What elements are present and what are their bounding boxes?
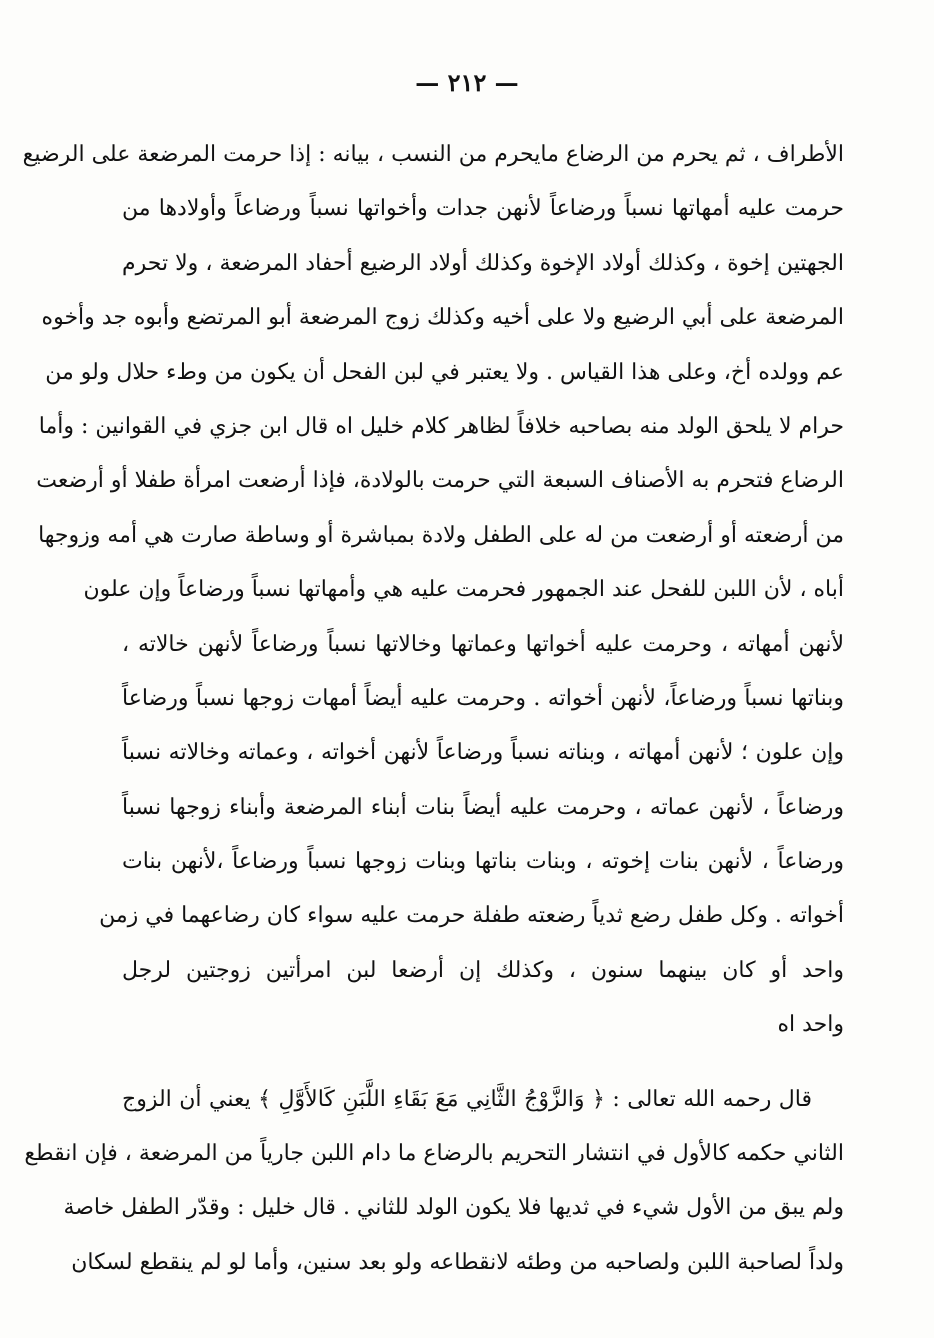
text-line: حرام لا يلحق الولد منه بصاحبه خلافاً لظاهر كلام خليل اه قال ابن جزي في القوانين : وأما	[38, 413, 844, 439]
text-line: عم وولده أخ، وعلى هذا القياس . ولا يعتبر في لبن الفحل أن يكون من وطء حلال ولو من	[45, 359, 844, 385]
text-line: واحد أو كان بينهما سنون ، وكذلك إن أرضعا لبن امرأتين زوجتين لرجل	[122, 957, 844, 983]
paragraph-gap	[122, 1053, 844, 1073]
page-number: — ٢١٢ —	[415, 68, 519, 97]
text-line: ورضاعاً ، لأنهن بنات إخوته ، وبنات بناتها وبنات زوجها نسباً ورضاعاً ،لأنهن بنات	[122, 849, 844, 875]
text-line: الجهتين إخوة ، وكذلك أولاد الإخوة وكذلك أولاد الرضيع أحفاد المرضعة ، ولا تحرم	[122, 250, 844, 276]
text-line: وإن علون ؛ لأنهن أمهاته ، وبناته نسباً ورضاعاً لأنهن أخواته ، وعماته وخالاته نسباً	[122, 740, 844, 766]
text-line: قال رحمه الله تعالى : ﴿ وَالزَّوْجُ الثَّانِي مَعَ بَقَاءِ اللَّبَنِ كَالأَوَّلِ ﴾ يعني أن الزوج	[122, 1086, 812, 1112]
text-line: الأطراف ، ثم يحرم من الرضاع مايحرم من النسب ، بيانه : إذا حرمت المرضعة على الرضيع	[22, 142, 844, 167]
text-line: واحد اه	[777, 1012, 844, 1038]
page-text	[22, 128, 844, 1290]
text-line: الثاني حكمه كالأول في انتشار التحريم بالرضاع ما دام اللبن جارياً من المرضعة ، فإن انقطع	[24, 1141, 844, 1167]
text-line: المرضعة على أبي الرضيع ولا على أخيه وكذلك زوج المرضعة أبو المرتضع وأبوه جد وأخوه	[41, 305, 844, 331]
text-line: ولداً لصاحبة اللبن ولصاحبه من وطئه لانقطاعه ولو بعد سنين، وأما لو لم ينقطع لسكان	[71, 1249, 844, 1275]
text-line: الرضاع فتحرم به الأصناف السبعة التي حرمت بالولادة، فإذا أرضعت امرأة طفلا أو أرضعت	[36, 468, 844, 494]
text-line: أباه ، لأن اللبن للفحل عند الجمهور فحرمت عليه هي وأمهاتها نسباً ورضاعاً وإن علون	[83, 577, 844, 603]
text-line: ورضاعاً ، لأنهن عماته ، وحرمت عليه أيضاً بنات أبناء المرضعة وأبناء زوجها نسباً	[122, 794, 844, 820]
text-line: حرمت عليه أمهاتها نسباً ورضاعاً لأنهن جدات وأخواتها نسباً ورضاعاً وأولادها من	[122, 196, 844, 222]
text-line: من أرضعته أو أرضعت من له على الطفل ولادة بمباشرة أو وساطة صارت هي أمه وزوجها	[38, 522, 844, 548]
text-line: أخواته . وكل طفل رضع ثدياً رضعته طفلة حرمت عليه سواء كان رضاعهما في زمن	[99, 903, 844, 929]
text-line: لأنهن أمهاته ، وحرمت عليه أخواتها وعماتها وخالاتها نسباً ورضاعاً لأنهن خالاته ،	[122, 631, 844, 657]
text-line: وبناتها نسباً ورضاعاً، لأنهن أخواته . وحرمت عليه أيضاً أمهات زوجها نسباً ورضاعاً	[122, 685, 844, 711]
text-line: ولم يبق من الأول شيء في ثديها فلا يكون الولد للثاني . قال خليل : وقدّر الطفل خاصة	[63, 1195, 844, 1221]
